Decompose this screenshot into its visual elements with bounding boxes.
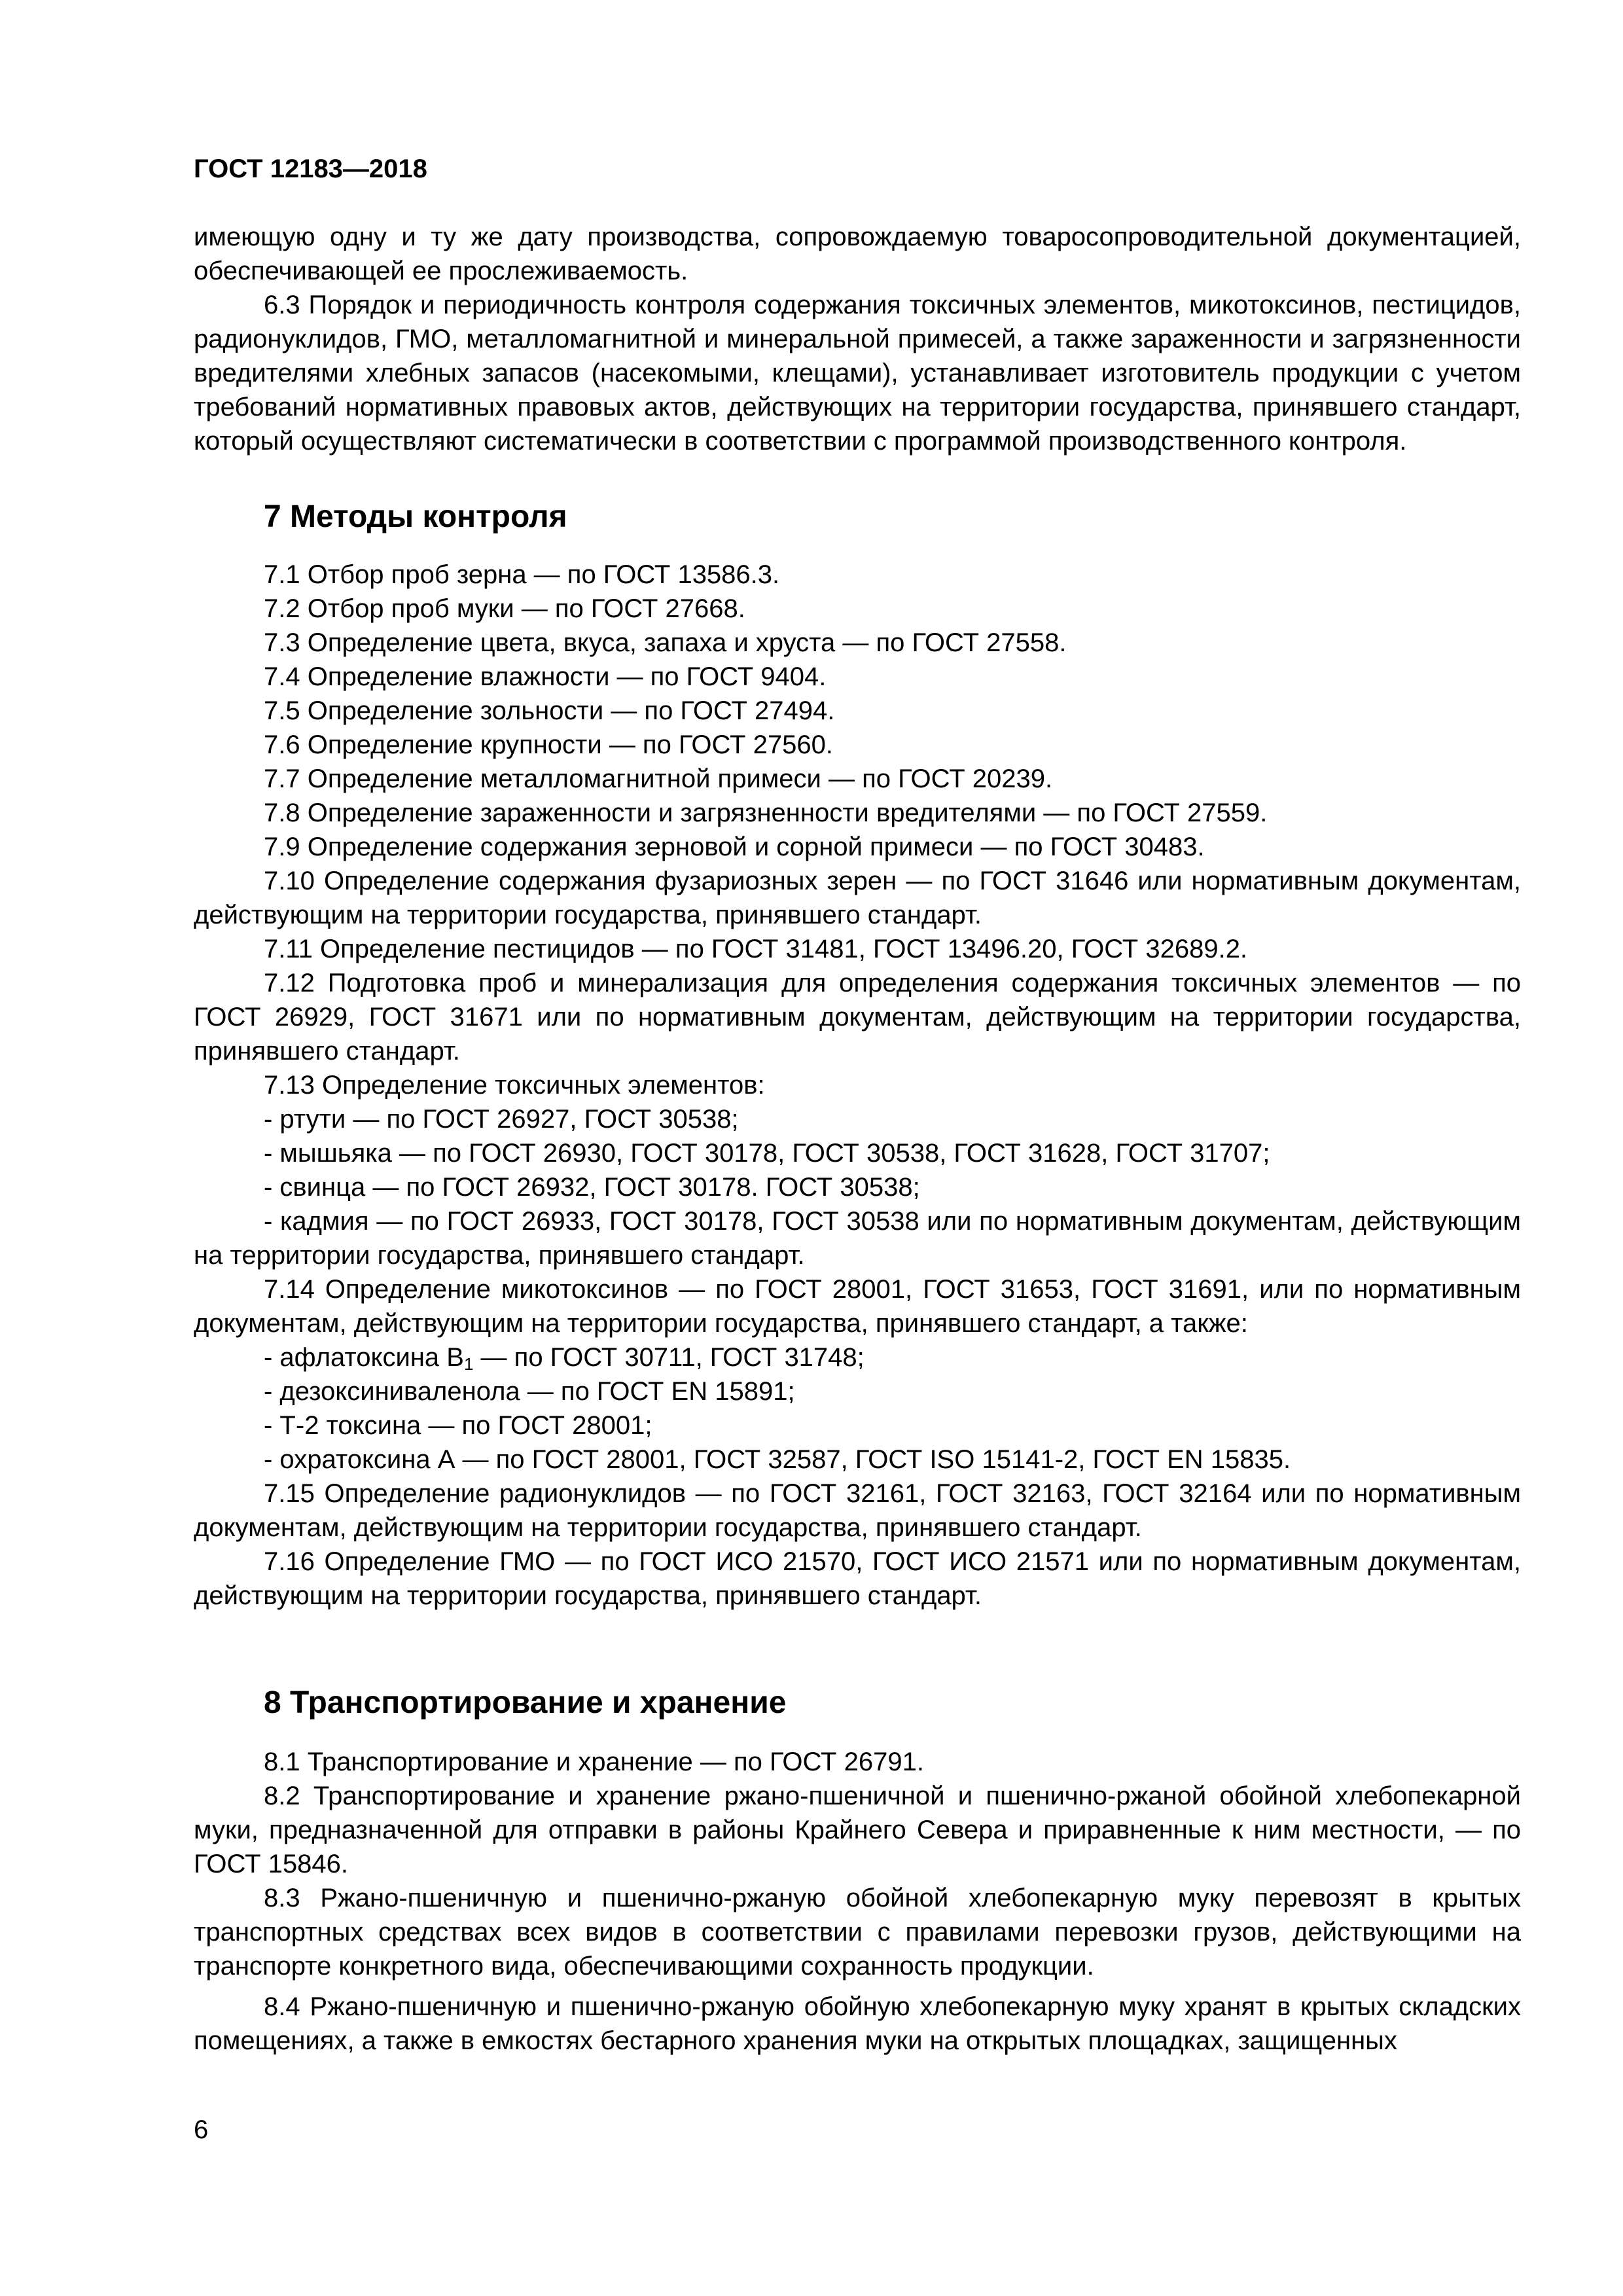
list-item: - свинца — по ГОСТ 26932, ГОСТ 30178. ГОСТ 30538; [264, 1173, 920, 1202]
paragraph-7-16: 7.16 Определение ГМО — по ГОСТ ИСО 21570, ГОСТ ИСО 21571 или по нормативным документам, действующим на территории государства, принявшего стандарт. [194, 1547, 1521, 1610]
paragraph-7-10: 7.10 Определение содержания фузариозных зерен — по ГОСТ 31646 или нормативным документам, действующим на территории государства, принявшего стандарт. [194, 867, 1521, 929]
section-7-simple-items [194, 558, 1521, 864]
list-item: 7.7 Определение металломагнитной примеси — по ГОСТ 20239. [264, 764, 1053, 793]
paragraph-7-15: 7.15 Определение радионуклидов — по ГОСТ 32161, ГОСТ 32163, ГОСТ 32164 или по нормативным документам, действующим на территории государства, принявшего стандарт. [194, 1479, 1521, 1542]
list-item: 7.1 Отбор проб зерна — по ГОСТ 13586.3. [264, 560, 780, 589]
paragraph-7-13: 7.13 Определение токсичных элементов: [264, 1071, 765, 1100]
list-item: - ртути — по ГОСТ 26927, ГОСТ 30538; [264, 1105, 739, 1134]
list-item-aflatoxin [194, 1340, 1521, 1374]
aflatoxin-suffix: — по ГОСТ 30711, ГОСТ 31748; [473, 1343, 865, 1372]
list-item: - Т-2 токсина — по ГОСТ 28001; [264, 1411, 652, 1440]
paragraph-8-4: 8.4 Ржано-пшеничную и пшенично-ржаную обойную хлебопекарную муку хранят в крытых складских помещениях, а также в емкостях бестарного хранения муки на открытых площадках, защищенных [194, 1992, 1521, 2055]
paragraph-8-1: 8.1 Транспортирование и хранение — по ГОСТ 26791. [264, 1748, 924, 1776]
aflatoxin-prefix: - афлатоксина B [264, 1343, 464, 1372]
paragraph-continuation: имеющую одну и ту же дату производства, сопровождаемую товаросопроводительной документацией, обеспечивающей ее прослеживаемость. [194, 223, 1521, 285]
list-item: 7.6 Определение крупности — по ГОСТ 27560. [264, 730, 833, 759]
section-7-title: 7 Методы контроля [264, 499, 567, 534]
list-item-cadmium: - кадмия — по ГОСТ 26933, ГОСТ 30178, ГОСТ 30538 или по нормативным документам, действующим на территории государства, принявшего стандарт. [194, 1207, 1521, 1270]
document-header: ГОСТ 12183—2018 [194, 154, 427, 183]
document-body [194, 220, 1521, 2058]
paragraph-7-11: 7.11 Определение пестицидов — по ГОСТ 31481, ГОСТ 13496.20, ГОСТ 32689.2. [264, 935, 1248, 963]
paragraph-6-3: 6.3 Порядок и периодичность контроля содержания токсичных элементов, микотоксинов, пестицидов, радионуклидов, ГМО, металломагнитной и минеральной примесей, а также зараженности и загрязненности вредителями хлебных запасов (насекомыми, клещами), устанавливает изготовитель продукции с учетом требований нормативных правовых актов, действующих на территории государства, принявшего стандарт, который осуществляют систематически в соответствии с программой производственного контроля. [194, 291, 1521, 456]
list-item: 7.8 Определение зараженности и загрязненности вредителями — по ГОСТ 27559. [264, 798, 1268, 827]
paragraph-8-2: 8.2 Транспортирование и хранение ржано-пшеничной и пшенично-ржаной обойной хлебопекарной муки, предназначенной для отправки в районы Крайнего Севера и приравненные к ним местности, — по ГОСТ 15846. [194, 1782, 1521, 1878]
list-item: - дезоксиниваленола — по ГОСТ EN 15891; [264, 1377, 795, 1406]
list-item: 7.4 Определение влажности — по ГОСТ 9404. [264, 662, 827, 691]
list-item: - мышьяка — по ГОСТ 26930, ГОСТ 30178, ГОСТ 30538, ГОСТ 31628, ГОСТ 31707; [264, 1139, 1270, 1168]
list-item: - охратоксина А — по ГОСТ 28001, ГОСТ 32587, ГОСТ ISO 15141-2, ГОСТ EN 15835. [264, 1445, 1291, 1474]
paragraph-8-3: 8.3 Ржано-пшеничную и пшенично-ржаную обойной хлебопекарную муку перевозят в крытых транспортных средствах всех видов в соответствии с правилами перевозки грузов, действующими на транспорте конкретного вида, обеспечивающими сохранность продукции. [194, 1884, 1521, 1981]
list-item: 7.9 Определение содержания зерновой и сорной примеси — по ГОСТ 30483. [264, 833, 1205, 861]
section-8-title: 8 Транспортирование и хранение [264, 1685, 787, 1720]
aflatoxin-subscript: 1 [463, 1354, 474, 1374]
paragraph-7-14: 7.14 Определение микотоксинов — по ГОСТ 28001, ГОСТ 31653, ГОСТ 31691, или по нормативным документам, действующим на территории государства, принявшего стандарт, а также: [194, 1275, 1521, 1338]
page-number: 6 [194, 2115, 209, 2144]
list-item: 7.2 Отбор проб муки — по ГОСТ 27668. [264, 594, 745, 623]
list-item: 7.3 Определение цвета, вкуса, запаха и хруста — по ГОСТ 27558. [264, 628, 1067, 657]
paragraph-7-12: 7.12 Подготовка проб и минерализация для определения содержания токсичных элементов — по ГОСТ 26929, ГОСТ 31671 или по нормативным документам, действующим на территории государства, принявшего стандарт. [194, 969, 1521, 1066]
list-item: 7.5 Определение зольности — по ГОСТ 27494. [264, 696, 835, 725]
